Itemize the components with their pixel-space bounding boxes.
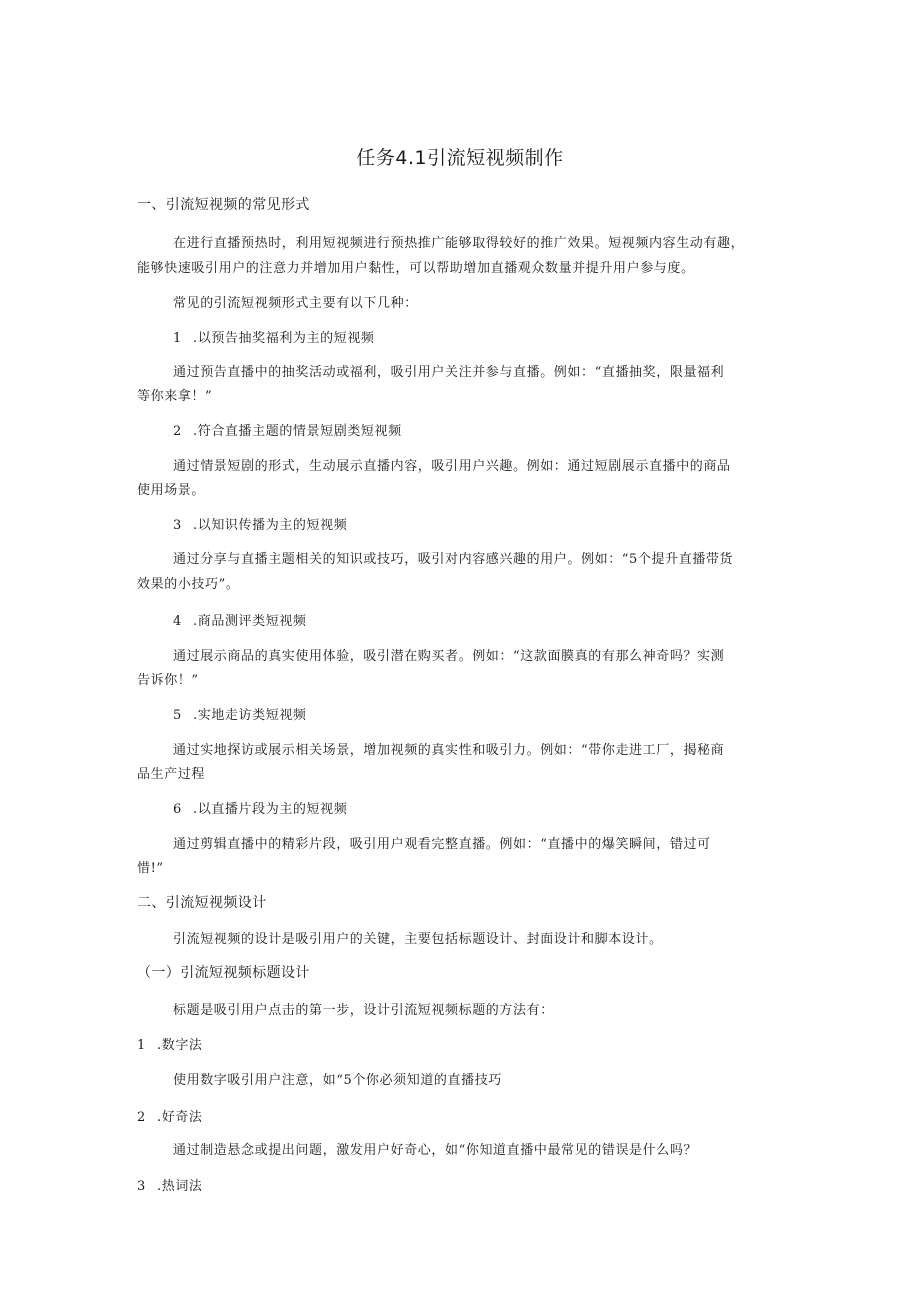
section-1-intro-line-1: 在进行直播预热时，利用短视频进行预热推广能够取得较好的推广效果。短视频内容生动有趣，	[173, 236, 745, 251]
page-title: 任务4.1引流短视频制作	[356, 147, 564, 169]
section-2-sub-heading: （一）引流短视频标题设计	[137, 965, 310, 981]
form-item-3-title	[173, 514, 347, 533]
form-item-6-desc-line-1: 通过剪辑直播中的精彩片段，吸引用户观看完整直播。例如：“直播中的爆笑瞬间，错过可	[173, 837, 711, 852]
form-item-6-desc-line-2: 惜!”	[137, 861, 164, 876]
form-item-5-label: .实地走访类短视频	[193, 708, 307, 723]
form-item-4-desc-line-2: 告诉你！”	[137, 673, 199, 688]
section-1-intro-line-2: 能够快速吸引用户的注意力并增加用户黏性，可以帮助增加直播观众数量并提升用户参与度。	[137, 261, 695, 276]
section-1-heading: 一、引流短视频的常见形式	[137, 197, 310, 213]
form-item-5-desc-line-2: 品生产过程	[137, 767, 206, 782]
form-item-4-desc-line-1: 通过展示商品的真实使用体验，吸引潜在购买者。例如：“这款面膜真的有那么神奇吗？实测	[173, 649, 725, 664]
form-item-1-number: 1	[173, 331, 182, 346]
form-item-6-title	[173, 798, 347, 817]
form-item-2-number: 2	[173, 424, 182, 439]
form-item-3-desc-line-2: 效果的小技巧”。	[137, 577, 240, 592]
form-item-6-label: .以直播片段为主的短视频	[193, 802, 348, 817]
form-item-5-title	[173, 704, 307, 723]
method-2-desc: 通过制造悬念或提出问题，激发用户好奇心，如“你知道直播中最常见的错误是什么吗？	[173, 1143, 698, 1158]
form-item-2-desc-line-1: 通过情景短剧的形式，生动展示直播内容，吸引用户兴趣。例如：通过短剧展示直播中的商品	[173, 459, 731, 474]
section-2-sub-intro: 标题是吸引用户点击的第一步，设计引流短视频标题的方法有：	[173, 1003, 554, 1018]
form-item-4-number: 4	[173, 614, 182, 629]
form-item-6-number: 6	[173, 802, 182, 817]
form-item-5-desc-line-1: 通过实地探访或展示相关场景，增加视频的真实性和吸引力。例如：“带你走进工厂，揭秘商	[173, 743, 725, 758]
form-item-2-label: .符合直播主题的情景短剧类短视频	[193, 424, 402, 439]
method-1-title	[137, 1034, 203, 1053]
form-item-1-desc-line-1: 通过预告直播中的抽奖活动或福利，吸引用户关注并参与直播。例如：“直播抽奖，限量福利	[173, 365, 725, 380]
form-item-3-label: .以知识传播为主的短视频	[193, 518, 348, 533]
form-item-1-desc-line-2: 等你来拿！”	[137, 389, 213, 404]
section-2-heading: 二、引流短视频设计	[137, 895, 267, 911]
form-item-3-number: 3	[173, 518, 182, 533]
section-2-intro: 引流短视频的设计是吸引用户的关键，主要包括标题设计、封面设计和脚本设计。	[173, 932, 663, 947]
method-1-number: 1	[137, 1038, 146, 1053]
section-1-lead: 常见的引流短视频形式主要有以下几种：	[173, 296, 418, 311]
form-item-1-title	[173, 327, 375, 346]
form-item-5-number: 5	[173, 708, 182, 723]
form-item-2-title	[173, 420, 402, 439]
form-item-4-label: .商品测评类短视频	[193, 614, 307, 629]
form-item-3-desc-line-1: 通过分享与直播主题相关的知识或技巧，吸引对内容感兴趣的用户。例如：“5个提升直播带货	[173, 552, 734, 567]
method-2-title	[137, 1106, 203, 1125]
method-1-label: .数字法	[157, 1038, 203, 1053]
method-2-label: .好奇法	[157, 1110, 203, 1125]
method-3-number: 3	[137, 1179, 146, 1194]
method-1-desc: 使用数字吸引用户注意，如“5个你必须知道的直播技巧	[173, 1073, 502, 1088]
form-item-2-desc-line-2: 使用场景。	[137, 483, 206, 498]
method-3-label: .热词法	[157, 1179, 203, 1194]
method-3-title	[137, 1175, 203, 1194]
method-2-number: 2	[137, 1110, 146, 1125]
form-item-4-title	[173, 610, 307, 629]
form-item-1-label: .以预告抽奖福利为主的短视频	[193, 331, 375, 346]
